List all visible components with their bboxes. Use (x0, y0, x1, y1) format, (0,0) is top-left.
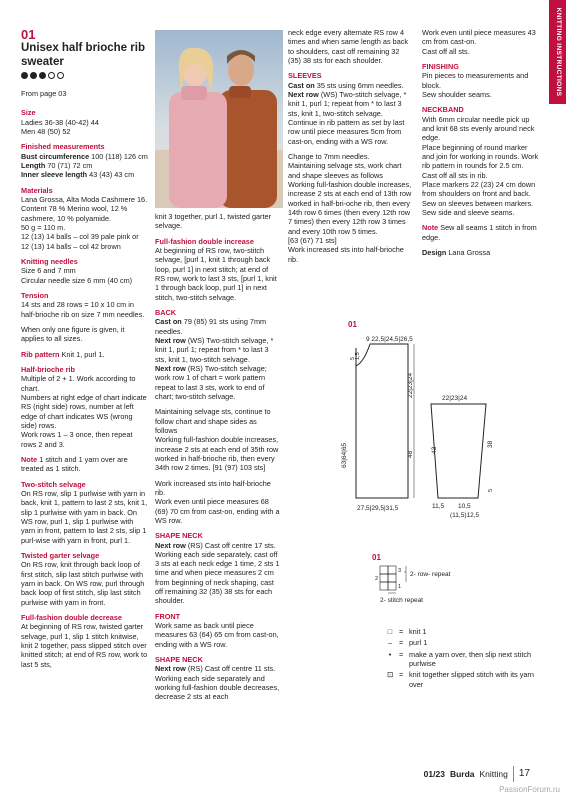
footer-divider (513, 766, 514, 782)
dim-neck-left: 1,5 (355, 352, 361, 360)
tension-section (21, 291, 148, 319)
neckband-section (422, 105, 540, 217)
note-label: Note (21, 454, 38, 464)
back-neck-heading: SHAPE NECK (155, 531, 203, 541)
body-outline (356, 344, 408, 498)
bust-value: 100 (118) 126 cm (89, 151, 148, 161)
dim-sleeve-bottom1: 11,5 (432, 503, 445, 510)
back-next1-label: Next row (155, 335, 186, 345)
neckband-heading: NECKBAND (422, 105, 464, 115)
design-label: Design (422, 247, 447, 257)
chart-cell (380, 582, 388, 590)
legend-equals: = (399, 638, 404, 648)
finishing-section (422, 62, 540, 99)
dim-sleeve-bottom3: (11,5)12,5 (450, 512, 480, 519)
page-number: 17 (518, 767, 530, 779)
length-value: 70 (71) 72 cm (45, 161, 93, 171)
ff-increase-section (155, 237, 280, 302)
chart-row-number: 2 (375, 576, 379, 582)
legend-equals: = (399, 627, 404, 636)
sleeves-next-label: Next row (288, 89, 319, 99)
schematic-diagram (330, 318, 530, 528)
back-next2-label: Next row (155, 363, 186, 373)
dim-top: 9 22,5|24,5|26,5 (366, 336, 413, 343)
legend-item (385, 627, 535, 636)
model-photo (155, 30, 283, 208)
difficulty-dot-filled (21, 72, 28, 79)
stitch-chart (370, 552, 520, 612)
legend-text: purl 1 (409, 638, 428, 648)
dim-sleeve-length: 43 (431, 446, 438, 454)
sleeve-label: Inner sleeve length (21, 170, 88, 180)
dim-neck-depth: 5 (350, 356, 356, 360)
front-neck-section (155, 655, 280, 702)
column-2 (155, 212, 280, 708)
length-label: Length (21, 161, 46, 171)
rib-pattern (21, 350, 148, 359)
sleeves-heading: SLEEVES (288, 71, 322, 81)
back-cast-label: Cast on (155, 317, 182, 327)
chart-row-number: 1 (398, 584, 402, 590)
size-section (21, 108, 148, 136)
sleeves-cast-text: 35 sts using 6mm needles. (314, 80, 404, 90)
materials-heading: Materials (21, 185, 53, 195)
dim-bottom: 27,5|29,5|31,5 (357, 505, 399, 512)
materials-text: Lana Grossa, Alta Moda Cashmere 16. Content 78 % Merino wool, 12 % cashmere, 10 % polyamide. 50 g = 110 m. 12 (13) 14 balls – col 39 pale pink or 12 (13) 14 balls – col 42 brown (21, 195, 148, 251)
knit-symbol-icon: □ (387, 627, 393, 636)
sleeves-next-text: (WS) Two-stitch selvage, * knit 1, purl 1; repeat from * to last 3 sts, knit 1, two-stitch selvage. Continue in rib pattern as set by last row until piece measures 5cm from cast-on, ending with a WS row. (288, 89, 407, 146)
ff-increase-text: At beginning of RS row, two-stitch selvage, [purl 1, knit 1 through back loop, purl 1] in next stitch; at end of RS row, work to last 3 sts, [purl 1, knit 1 through back loop, purl 1] in next stitch, two-stitch selvage. (155, 245, 277, 302)
difficulty-rating (21, 72, 148, 79)
row-repeat-label: 2- row- repeat (410, 571, 451, 578)
difficulty-dot-empty (48, 72, 55, 79)
back-work-even: Work increased sts into half-brioche rib. Work even until piece measures 68 (69) 70 cm from cast-on, ending with a WS row. (155, 478, 280, 525)
half-brioche-text: Multiple of 2 + 1. Work according to chart. Numbers at right edge of chart indicate RS (right side) rows, number at left edge of chart indicates WS (wrong side) rows. Work rows 1 – 3 once, then repeat rows 2 and 3. (21, 374, 147, 449)
ff-increase-heading: Full-fashion double increase (155, 236, 254, 246)
dim-sleeve-bottom2: 10,5 (458, 503, 471, 510)
sleeves-cast-label: Cast on (288, 80, 315, 90)
rib-text: Knit 1, purl 1. (59, 349, 105, 359)
half-brioche-heading: Half-brioche rib (21, 365, 75, 374)
ff-decrease-continued: knit 3 together, purl 1, twisted garter selvage. (155, 212, 272, 231)
size-men: Men 48 (50) 52 (21, 127, 71, 137)
seams-note (422, 223, 540, 242)
dim-sleeve-cuff: 5 (488, 488, 494, 492)
legend-text: knit 1 (409, 627, 427, 636)
difficulty-dot-filled (39, 72, 46, 79)
legend-equals: = (399, 649, 404, 659)
back-next2-text: (RS) Two-stitch selvage; work row 1 of chart = work pattern repeat to last 3 sts, work to end of chart; two-stitch selvage. (155, 363, 267, 401)
schematic-label: 01 (348, 320, 357, 329)
front-text: Work same as back until piece measures 63 (64) 65 cm from cast-on, ending with a WS row. (155, 621, 279, 649)
difficulty-dot-filled (30, 72, 37, 79)
two-stitch-text: On RS row, slip 1 purlwise with yarn in back, knit 1, pattern to last 2 sts, knit 1, slip 1 purlwise with yarn in back. On WS row, purl 1, slip 1 purlwise with yarn in front, pattern to last 2 sts, slip 1 purl-wise with yarn in front, purl 1. (21, 488, 148, 545)
chart-legend (385, 627, 535, 691)
legend-item (385, 650, 535, 669)
two-stitch-heading: Two-stitch selvage (21, 479, 86, 489)
front-neck-text: (RS) Cast off centre 11 sts. Working each side separately and working full-fashion double decreases, decrease 2 sts at each (155, 664, 280, 702)
tension-heading: Tension (21, 291, 49, 301)
section-tab-label: KNITTING INSTRUCTIONS (554, 7, 562, 97)
design-text: Lana Grossa (446, 247, 491, 257)
pattern-number: 01 (21, 27, 36, 42)
bust-label: Bust circumference (21, 151, 90, 161)
rib-label: Rib pattern (21, 349, 60, 359)
sleeves-continued: Work even until piece measures 43 cm from cast-on. Cast off all sts. (422, 28, 536, 56)
legend-text: make a yarn over, then slip next stitch purlwise (409, 649, 532, 668)
measurements-heading: Finished measurements (21, 142, 105, 152)
needles-text: Size 6 and 7 mm Circular needle size 6 mm (40 cm) (21, 266, 133, 285)
chart-row-number: 3 (398, 568, 402, 574)
stitch-repeat-label: 2- stitch repeat (380, 597, 423, 604)
needles-heading: Knitting needles (21, 257, 78, 267)
two-stitch-section (21, 480, 148, 545)
front-neck-heading: SHAPE NECK (155, 655, 203, 665)
ff-decrease-heading: Full-fashion double decrease (21, 612, 122, 622)
size-ladies: Ladies 36-38 (40-42) 44 (21, 117, 99, 127)
model-photo-image (155, 30, 283, 208)
back-section (155, 308, 280, 401)
issue-number: 01/23 (423, 768, 445, 779)
measurements-section (21, 142, 148, 179)
front-heading: FRONT (155, 611, 181, 621)
column-3 (288, 28, 413, 270)
ff-decrease-text: At beginning of RS row, twisted garter selvage, purl 1, slip 1 stitch knitwise, knit 2 together, pass slipped stitch over knitted stitch; at end of RS row, work to last 5 sts, (21, 622, 148, 669)
sleeve-value: 43 (43) 43 cm (87, 170, 135, 180)
back-neck-section (155, 531, 280, 606)
pattern-title: Unisex half brioche rib sweater (21, 42, 145, 68)
legend-equals: = (399, 670, 404, 680)
front-neck-label: Next row (155, 664, 186, 674)
legend-item (385, 638, 535, 647)
sleeve-outline (431, 404, 486, 498)
back-shaping: Maintaining selvage sts, continue to follow chart and shape sides as follows Working full-fashion double increases, increase 2 sts at each end of 35th row worked in half-brioche rib, then every 34th row 2 times. [91 (97) 103 sts] (155, 407, 279, 473)
twisted-garter-text: On RS row, knit through back loop of first stitch, slip last stitch purlwise with yarn in back. On WS row, purl through back loop of first stitch, slip last stitch purlwise with yarn in front. (21, 560, 145, 607)
watermark: PassionForum.ru (499, 785, 560, 794)
chart-cell (388, 582, 396, 590)
needles-section (21, 257, 148, 285)
dim-sleeve-rib: 38 (487, 440, 494, 448)
back-next1-text: (WS) Two-stitch selvage, * knit 1, purl 1; repeat from * to last 3 sts, knit 1, two-stitch selvage. (155, 335, 274, 364)
size-heading: Size (21, 108, 36, 118)
seams-note-text: Sew all seams 1 stitch in from edge. (422, 223, 537, 242)
front-neck-continued: neck edge every alternate RS row 4 times and when same length as back to shoulders, cast off remaining 32 (35) 38 sts for each shoulder. (288, 28, 409, 65)
half-brioche-note (21, 455, 148, 474)
page-footer (424, 766, 530, 782)
chart-label: 01 (372, 553, 381, 562)
from-page: From page 03 (21, 89, 67, 99)
tension-note: When only one figure is given, it applies to all sizes. (21, 325, 125, 344)
front-section (155, 612, 280, 649)
neckband-text: With 6mm circular needle pick up and knit 68 sts evenly around neck edge. Place beginning of round marker and join for working in rounds. Work rib pattern in rounds for 2.5 cm. Cast off all sts in rib. Place markers 22 (23) 24 cm down from shoulders on front and back. Sew on sleeves between markers. Sew side and sleeve seams. (422, 114, 539, 217)
section-name: Knitting (479, 768, 508, 779)
finishing-text: Pin pieces to measurements and block. Sew shoulder seams. (422, 71, 529, 99)
design-credit (422, 248, 540, 257)
yarn-over-symbol-icon: • (388, 649, 392, 659)
finishing-heading: FINISHING (422, 61, 459, 71)
difficulty-dot-empty (57, 72, 64, 79)
sleeves-section (288, 71, 413, 146)
chart-cell (380, 574, 388, 582)
column-4 (422, 28, 540, 263)
legend-text: knit together slipped stitch with its yarn over (409, 670, 534, 689)
tension-text: 14 sts and 28 rows = 10 x 10 cm in half-brioche rib on size 7 mm needles. (21, 300, 145, 319)
sleeves-shaping: Change to 7mm needles. Maintaining selvage sts, work chart and shape sleeves as follows Working full-fashion double increases, increase 2 sts at each end of 13th row worked in half-bri-oche rib, then every 14th row 6 times (then every 12th row 7 times) then every 12th row 3 times and every 10th row 5 times. [63 (67) 71 sts] Work increased sts into half-brioche rib. (288, 151, 412, 264)
dim-armhole: 22|23|24 (407, 372, 414, 398)
twisted-garter-section (21, 551, 148, 607)
seams-note-label: Note (422, 223, 439, 233)
dim-length-mid: 48 (407, 450, 414, 458)
chart-cell (388, 566, 396, 574)
back-heading: BACK (155, 307, 177, 317)
back-neck-label: Next row (155, 540, 186, 550)
legend-item (385, 670, 535, 689)
twisted-garter-heading: Twisted garter selvage (21, 550, 100, 560)
ff-decrease-section (21, 613, 148, 669)
chart-cell (388, 574, 396, 582)
half-brioche-section (21, 365, 148, 449)
dim-sleeve-top: 22|23|24 (442, 395, 468, 402)
materials-section (21, 186, 148, 251)
back-cast-text: 79 (85) 91 sts using 7mm needles. (155, 317, 267, 336)
knit-together-symbol-icon: ⊡ (386, 670, 394, 680)
chart-cell (380, 566, 388, 574)
note-text: 1 stitch and 1 yarn over are treated as 1 stitch. (21, 454, 128, 474)
section-tab (549, 0, 566, 104)
brand-name: Burda (449, 768, 475, 779)
back-neck-text: (RS) Cast off centre 17 sts. Working each side separately, cast off 3 sts at each neck edge 1 time, 2 sts 1 time and when piece measures 2 cm from beginning of neck shaping, cast off remaining 32 (35) 38 sts for each shoulder. (155, 540, 280, 606)
purl-symbol-icon: – (387, 638, 393, 648)
dim-body-length: 63|64|65 (341, 442, 348, 468)
column-1 (21, 28, 148, 675)
